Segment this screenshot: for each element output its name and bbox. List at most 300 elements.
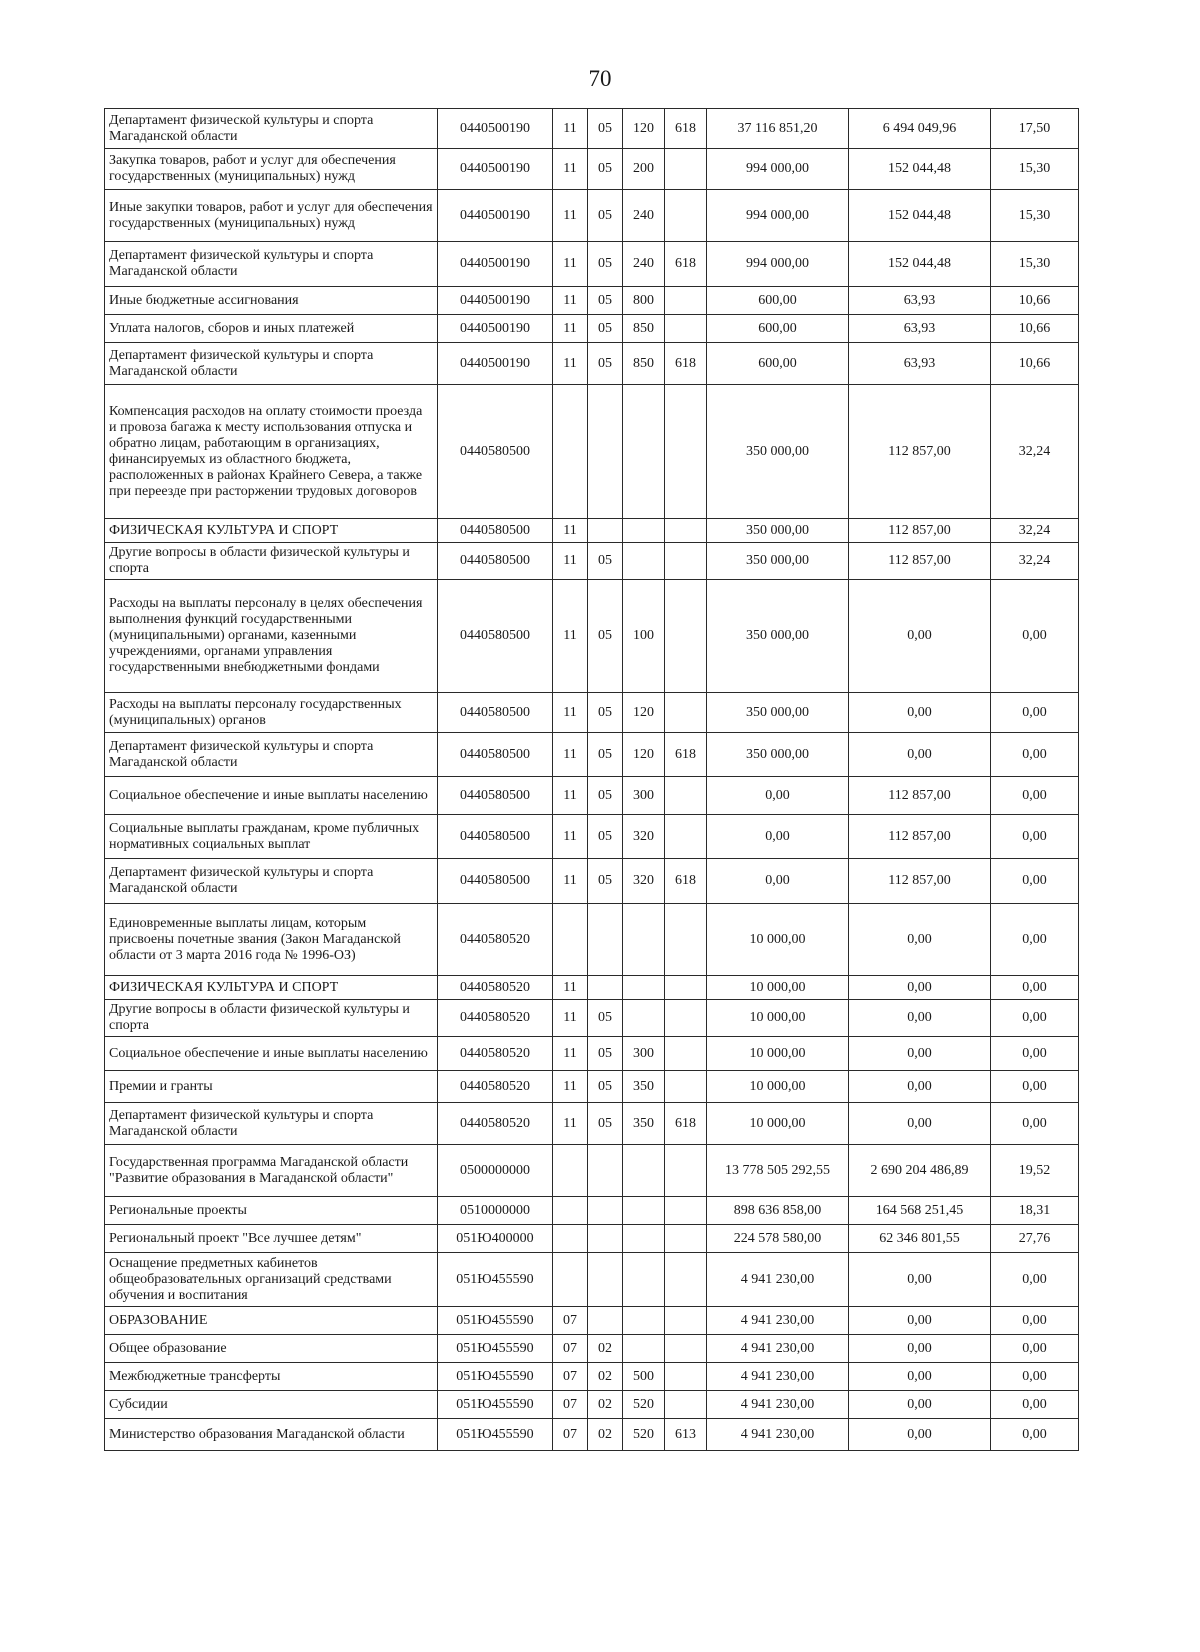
cell-vr [623,1197,665,1225]
table-row [105,287,1079,315]
cell-fact: 63,93 [849,343,991,385]
cell-name: Региональный проект "Все лучшее детям" [105,1225,438,1253]
cell-fact: 0,00 [849,1103,991,1145]
cell-name: Министерство образования Магаданской области [105,1419,438,1451]
cell-fact: 0,00 [849,1391,991,1419]
cell-vr: 320 [623,815,665,859]
cell-name: Другие вопросы в области физической культуры и спорта [105,1000,438,1037]
cell-name: Субсидии [105,1391,438,1419]
cell-vr: 240 [623,242,665,287]
cell-vr [623,543,665,580]
cell-fact: 0,00 [849,580,991,693]
table-row [105,543,1079,580]
cell-plan: 37 116 851,20 [707,109,849,149]
cell-sec: 11 [553,519,588,543]
cell-sec: 11 [553,287,588,315]
cell-sub: 05 [588,315,623,343]
cell-sec: 11 [553,1037,588,1071]
cell-name: Государственная программа Магаданской области "Развитие образования в Магаданской области" [105,1145,438,1197]
cell-sub: 02 [588,1363,623,1391]
cell-fact: 0,00 [849,904,991,976]
table-row [105,1363,1079,1391]
cell-name: Социальное обеспечение и иные выплаты населению [105,1037,438,1071]
cell-sub: 05 [588,859,623,904]
cell-vr: 350 [623,1103,665,1145]
cell-fact: 63,93 [849,315,991,343]
cell-sec [553,1253,588,1307]
cell-sub: 05 [588,1037,623,1071]
cell-grbs [665,1197,707,1225]
cell-sub: 02 [588,1391,623,1419]
cell-fact: 152 044,48 [849,149,991,190]
cell-fact: 0,00 [849,1000,991,1037]
cell-plan: 4 941 230,00 [707,1363,849,1391]
cell-grbs: 618 [665,242,707,287]
cell-fact: 112 857,00 [849,519,991,543]
cell-pct: 0,00 [991,815,1079,859]
cell-vr: 850 [623,315,665,343]
cell-pct: 0,00 [991,580,1079,693]
table-row [105,109,1079,149]
cell-code: 0440500190 [438,287,553,315]
cell-name: Компенсация расходов на оплату стоимости проезда и провоза багажа к месту использования отпуска и обратно лицам, работающим в организациях, финансируемых из областного бюджета, расположенных в районах Крайнего Севера, а также при переезде при расторжении трудовых договоров [105,385,438,519]
cell-grbs [665,976,707,1000]
table-row [105,859,1079,904]
cell-name: Оснащение предметных кабинетов общеобразовательных организаций средствами обучения и воспитания [105,1253,438,1307]
cell-plan: 0,00 [707,859,849,904]
table-row [105,1253,1079,1307]
cell-plan: 10 000,00 [707,1000,849,1037]
cell-pct: 0,00 [991,733,1079,777]
cell-plan: 0,00 [707,815,849,859]
cell-sub: 05 [588,109,623,149]
table-row [105,1225,1079,1253]
cell-vr: 350 [623,1071,665,1103]
cell-fact: 112 857,00 [849,543,991,580]
cell-vr [623,904,665,976]
cell-sub: 05 [588,242,623,287]
table-row [105,1000,1079,1037]
cell-pct: 18,31 [991,1197,1079,1225]
cell-plan: 350 000,00 [707,733,849,777]
table-row [105,580,1079,693]
cell-plan: 600,00 [707,343,849,385]
cell-sec: 11 [553,733,588,777]
cell-fact: 112 857,00 [849,815,991,859]
cell-sub: 05 [588,543,623,580]
cell-sec: 07 [553,1363,588,1391]
cell-sec: 11 [553,815,588,859]
cell-pct: 32,24 [991,543,1079,580]
cell-grbs [665,149,707,190]
cell-plan: 350 000,00 [707,385,849,519]
cell-sec [553,904,588,976]
cell-code: 0440580500 [438,519,553,543]
cell-sub [588,1307,623,1335]
cell-name: Расходы на выплаты персоналу в целях обеспечения выполнения функций государственными (муниципальными) органами, казенными учреждениями, органами управления государственными внебюджетными фондами [105,580,438,693]
cell-code: 0440500190 [438,242,553,287]
cell-plan: 10 000,00 [707,1037,849,1071]
cell-fact: 0,00 [849,1037,991,1071]
cell-fact: 152 044,48 [849,242,991,287]
cell-name: Другие вопросы в области физической культуры и спорта [105,543,438,580]
cell-pct: 0,00 [991,1335,1079,1363]
cell-code: 0440580500 [438,733,553,777]
cell-name: Межбюджетные трансферты [105,1363,438,1391]
cell-fact: 2 690 204 486,89 [849,1145,991,1197]
table-row [105,315,1079,343]
table-row [105,149,1079,190]
cell-vr [623,1000,665,1037]
cell-fact: 112 857,00 [849,777,991,815]
cell-plan: 10 000,00 [707,1103,849,1145]
cell-code: 051Ю455590 [438,1363,553,1391]
cell-fact: 0,00 [849,1071,991,1103]
cell-grbs [665,904,707,976]
cell-vr: 850 [623,343,665,385]
cell-pct: 27,76 [991,1225,1079,1253]
cell-sec: 11 [553,149,588,190]
cell-vr: 120 [623,693,665,733]
cell-vr: 320 [623,859,665,904]
cell-vr: 300 [623,1037,665,1071]
cell-sub: 05 [588,693,623,733]
cell-code: 0440500190 [438,190,553,242]
cell-vr [623,1225,665,1253]
cell-name: Департамент физической культуры и спорта Магаданской области [105,109,438,149]
cell-sub [588,904,623,976]
table-row [105,1335,1079,1363]
cell-sub: 05 [588,777,623,815]
cell-code: 0440580520 [438,1000,553,1037]
cell-pct: 15,30 [991,242,1079,287]
cell-plan: 350 000,00 [707,693,849,733]
cell-name: Иные закупки товаров, работ и услуг для обеспечения государственных (муниципальных) нужд [105,190,438,242]
cell-sub: 05 [588,733,623,777]
cell-pct: 0,00 [991,1391,1079,1419]
cell-name: Единовременные выплаты лицам, которым присвоены почетные звания (Закон Магаданской области от 3 марта 2016 года № 1996-ОЗ) [105,904,438,976]
cell-sec [553,1225,588,1253]
cell-vr [623,1253,665,1307]
cell-pct: 15,30 [991,149,1079,190]
cell-fact: 0,00 [849,1363,991,1391]
cell-plan: 10 000,00 [707,976,849,1000]
cell-code: 051Ю455590 [438,1253,553,1307]
cell-name: Иные бюджетные ассигнования [105,287,438,315]
cell-fact: 0,00 [849,976,991,1000]
cell-pct: 0,00 [991,1103,1079,1145]
cell-sub [588,385,623,519]
cell-sec [553,1145,588,1197]
cell-grbs [665,1335,707,1363]
cell-vr: 500 [623,1363,665,1391]
cell-fact: 0,00 [849,693,991,733]
cell-grbs [665,1225,707,1253]
cell-pct: 0,00 [991,1363,1079,1391]
table-row [105,1419,1079,1451]
cell-name: ФИЗИЧЕСКАЯ КУЛЬТУРА И СПОРТ [105,519,438,543]
cell-sub: 05 [588,190,623,242]
cell-grbs [665,1391,707,1419]
table-row [105,343,1079,385]
cell-name: Департамент физической культуры и спорта Магаданской области [105,343,438,385]
cell-name: Общее образование [105,1335,438,1363]
cell-pct: 0,00 [991,1037,1079,1071]
cell-vr: 520 [623,1391,665,1419]
cell-name: ФИЗИЧЕСКАЯ КУЛЬТУРА И СПОРТ [105,976,438,1000]
cell-sub: 05 [588,1103,623,1145]
table-row [105,1071,1079,1103]
cell-code: 0440580520 [438,1037,553,1071]
page-number: 70 [588,66,612,91]
cell-pct: 32,24 [991,385,1079,519]
cell-code: 0440580500 [438,693,553,733]
cell-vr: 300 [623,777,665,815]
cell-code: 0440580500 [438,543,553,580]
cell-plan: 350 000,00 [707,543,849,580]
cell-grbs [665,1307,707,1335]
cell-sec: 11 [553,343,588,385]
cell-plan: 994 000,00 [707,190,849,242]
cell-vr: 200 [623,149,665,190]
cell-code: 0440580520 [438,976,553,1000]
cell-sub [588,1145,623,1197]
cell-fact: 0,00 [849,1419,991,1451]
table-row [105,976,1079,1000]
cell-name: Уплата налогов, сборов и иных платежей [105,315,438,343]
cell-sub [588,1253,623,1307]
cell-grbs [665,1363,707,1391]
cell-fact: 0,00 [849,733,991,777]
cell-fact: 112 857,00 [849,385,991,519]
cell-plan: 898 636 858,00 [707,1197,849,1225]
cell-fact: 152 044,48 [849,190,991,242]
cell-code: 0440580500 [438,580,553,693]
cell-sec [553,385,588,519]
cell-grbs [665,190,707,242]
cell-grbs [665,693,707,733]
cell-name: Социальные выплаты гражданам, кроме публичных нормативных социальных выплат [105,815,438,859]
cell-sec: 11 [553,859,588,904]
cell-pct: 19,52 [991,1145,1079,1197]
cell-sec: 07 [553,1307,588,1335]
cell-name: Закупка товаров, работ и услуг для обеспечения государственных (муниципальных) нужд [105,149,438,190]
cell-sub: 05 [588,1000,623,1037]
cell-grbs [665,1037,707,1071]
cell-vr: 240 [623,190,665,242]
cell-pct: 0,00 [991,693,1079,733]
cell-plan: 994 000,00 [707,242,849,287]
cell-pct: 0,00 [991,904,1079,976]
table-row [105,1197,1079,1225]
cell-code: 0440580500 [438,815,553,859]
cell-code: 0440580520 [438,1103,553,1145]
cell-plan: 350 000,00 [707,519,849,543]
cell-vr [623,1307,665,1335]
cell-grbs [665,385,707,519]
cell-plan: 4 941 230,00 [707,1419,849,1451]
cell-vr: 520 [623,1419,665,1451]
cell-plan: 0,00 [707,777,849,815]
cell-sec: 11 [553,242,588,287]
table-row [105,1391,1079,1419]
cell-sub: 02 [588,1335,623,1363]
cell-grbs [665,580,707,693]
cell-sec: 11 [553,315,588,343]
cell-name: Расходы на выплаты персоналу государственных (муниципальных) органов [105,693,438,733]
cell-grbs [665,1071,707,1103]
cell-sub: 05 [588,343,623,385]
cell-plan: 4 941 230,00 [707,1335,849,1363]
cell-pct: 0,00 [991,859,1079,904]
cell-vr [623,976,665,1000]
cell-grbs [665,815,707,859]
cell-grbs: 618 [665,109,707,149]
cell-sec: 11 [553,693,588,733]
cell-sub: 05 [588,815,623,859]
cell-pct: 17,50 [991,109,1079,149]
cell-grbs: 613 [665,1419,707,1451]
cell-grbs [665,1145,707,1197]
cell-sub: 05 [588,149,623,190]
cell-sec [553,1197,588,1225]
cell-plan: 4 941 230,00 [707,1391,849,1419]
cell-pct: 0,00 [991,1253,1079,1307]
cell-vr: 800 [623,287,665,315]
cell-fact: 112 857,00 [849,859,991,904]
cell-sec: 11 [553,580,588,693]
cell-pct: 0,00 [991,1307,1079,1335]
cell-fact: 63,93 [849,287,991,315]
cell-sec: 11 [553,190,588,242]
cell-code: 0500000000 [438,1145,553,1197]
cell-vr: 120 [623,109,665,149]
cell-plan: 10 000,00 [707,1071,849,1103]
cell-name: Департамент физической культуры и спорта Магаданской области [105,1103,438,1145]
cell-name: ОБРАЗОВАНИЕ [105,1307,438,1335]
cell-plan: 4 941 230,00 [707,1307,849,1335]
table-row [105,815,1079,859]
table-row [105,242,1079,287]
cell-name: Департамент физической культуры и спорта Магаданской области [105,859,438,904]
cell-pct: 0,00 [991,1419,1079,1451]
cell-pct: 32,24 [991,519,1079,543]
table-row [105,190,1079,242]
table-row [105,1145,1079,1197]
cell-fact: 0,00 [849,1253,991,1307]
cell-pct: 10,66 [991,343,1079,385]
cell-grbs [665,315,707,343]
cell-pct: 0,00 [991,777,1079,815]
table-body [105,109,1079,1451]
cell-sec: 07 [553,1391,588,1419]
cell-plan: 224 578 580,00 [707,1225,849,1253]
table-row [105,1037,1079,1071]
cell-code: 0440580520 [438,1071,553,1103]
cell-pct: 10,66 [991,315,1079,343]
cell-sub [588,1225,623,1253]
cell-grbs: 618 [665,733,707,777]
cell-code: 051Ю455590 [438,1419,553,1451]
cell-pct: 10,66 [991,287,1079,315]
cell-pct: 0,00 [991,1000,1079,1037]
cell-name: Департамент физической культуры и спорта Магаданской области [105,733,438,777]
cell-fact: 6 494 049,96 [849,109,991,149]
cell-code: 0440580500 [438,777,553,815]
cell-fact: 0,00 [849,1335,991,1363]
cell-sec: 11 [553,1071,588,1103]
cell-code: 051Ю455590 [438,1335,553,1363]
cell-sub: 02 [588,1419,623,1451]
cell-sub [588,519,623,543]
table-row [105,1307,1079,1335]
cell-grbs [665,287,707,315]
cell-pct: 0,00 [991,976,1079,1000]
cell-vr: 120 [623,733,665,777]
cell-fact: 0,00 [849,1307,991,1335]
cell-code: 0440500190 [438,343,553,385]
cell-code: 0510000000 [438,1197,553,1225]
cell-plan: 350 000,00 [707,580,849,693]
cell-code: 0440500190 [438,149,553,190]
cell-pct: 15,30 [991,190,1079,242]
cell-sec: 11 [553,777,588,815]
cell-vr [623,1145,665,1197]
cell-sub: 05 [588,1071,623,1103]
cell-grbs [665,543,707,580]
cell-sec: 11 [553,976,588,1000]
budget-table [104,108,1079,1451]
cell-grbs: 618 [665,859,707,904]
cell-grbs: 618 [665,1103,707,1145]
cell-name: Социальное обеспечение и иные выплаты населению [105,777,438,815]
cell-vr [623,385,665,519]
cell-code: 0440580500 [438,859,553,904]
cell-vr [623,519,665,543]
cell-plan: 600,00 [707,315,849,343]
cell-sec: 07 [553,1419,588,1451]
table-row [105,777,1079,815]
cell-code: 0440580520 [438,904,553,976]
table-row [105,385,1079,519]
cell-grbs [665,1253,707,1307]
table-row [105,693,1079,733]
cell-plan: 4 941 230,00 [707,1253,849,1307]
table-row [105,733,1079,777]
cell-sec: 11 [553,1103,588,1145]
cell-sec: 07 [553,1335,588,1363]
cell-sec: 11 [553,109,588,149]
cell-name: Департамент физической культуры и спорта Магаданской области [105,242,438,287]
cell-sub [588,1197,623,1225]
table-row [105,1103,1079,1145]
cell-plan: 13 778 505 292,55 [707,1145,849,1197]
cell-fact: 62 346 801,55 [849,1225,991,1253]
cell-code: 051Ю400000 [438,1225,553,1253]
cell-plan: 10 000,00 [707,904,849,976]
cell-sec: 11 [553,1000,588,1037]
table-row [105,904,1079,976]
cell-vr [623,1335,665,1363]
table-row [105,519,1079,543]
cell-fact: 164 568 251,45 [849,1197,991,1225]
cell-code: 051Ю455590 [438,1391,553,1419]
cell-code: 0440500190 [438,109,553,149]
cell-name: Премии и гранты [105,1071,438,1103]
cell-grbs: 618 [665,343,707,385]
cell-plan: 994 000,00 [707,149,849,190]
cell-sec: 11 [553,543,588,580]
